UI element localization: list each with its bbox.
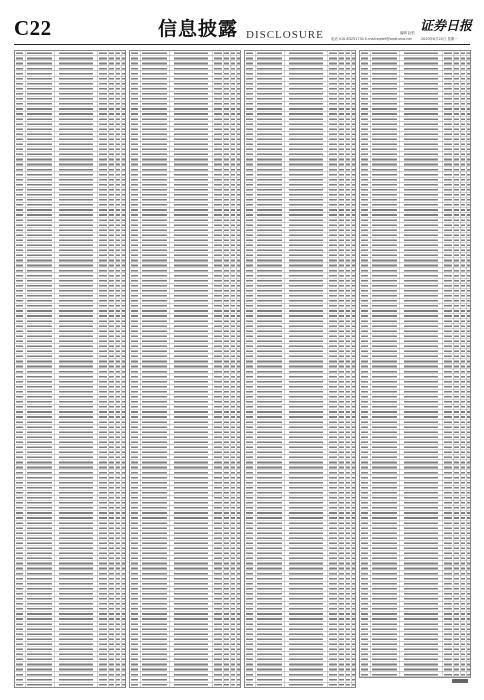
table-cells <box>15 51 125 687</box>
masthead-rule <box>14 44 470 45</box>
table-column-1 <box>14 50 126 688</box>
editor-line: 编辑 赵松 <box>400 31 415 35</box>
table-column-2 <box>129 50 241 688</box>
table-column-3 <box>244 50 356 688</box>
table-cells <box>245 51 355 687</box>
footer-badge <box>452 679 468 683</box>
table-column-4 <box>359 50 471 678</box>
table-cells <box>360 51 470 679</box>
hotline-line: 电话 010-83251730 E-mail:zqrb9@zqrb.sina.net <box>331 37 412 41</box>
page-code: C22 <box>14 16 52 40</box>
issue-date: 2020年6月22日 星期一 <box>421 37 458 41</box>
section-title-cn: 信息披露 <box>158 18 239 40</box>
disclosure-tables <box>14 50 470 688</box>
newspaper-logo: 证券日报 <box>420 19 473 34</box>
table-cells <box>130 51 240 687</box>
masthead <box>0 0 484 44</box>
section-title-en: DISCLOSURE <box>246 29 324 41</box>
